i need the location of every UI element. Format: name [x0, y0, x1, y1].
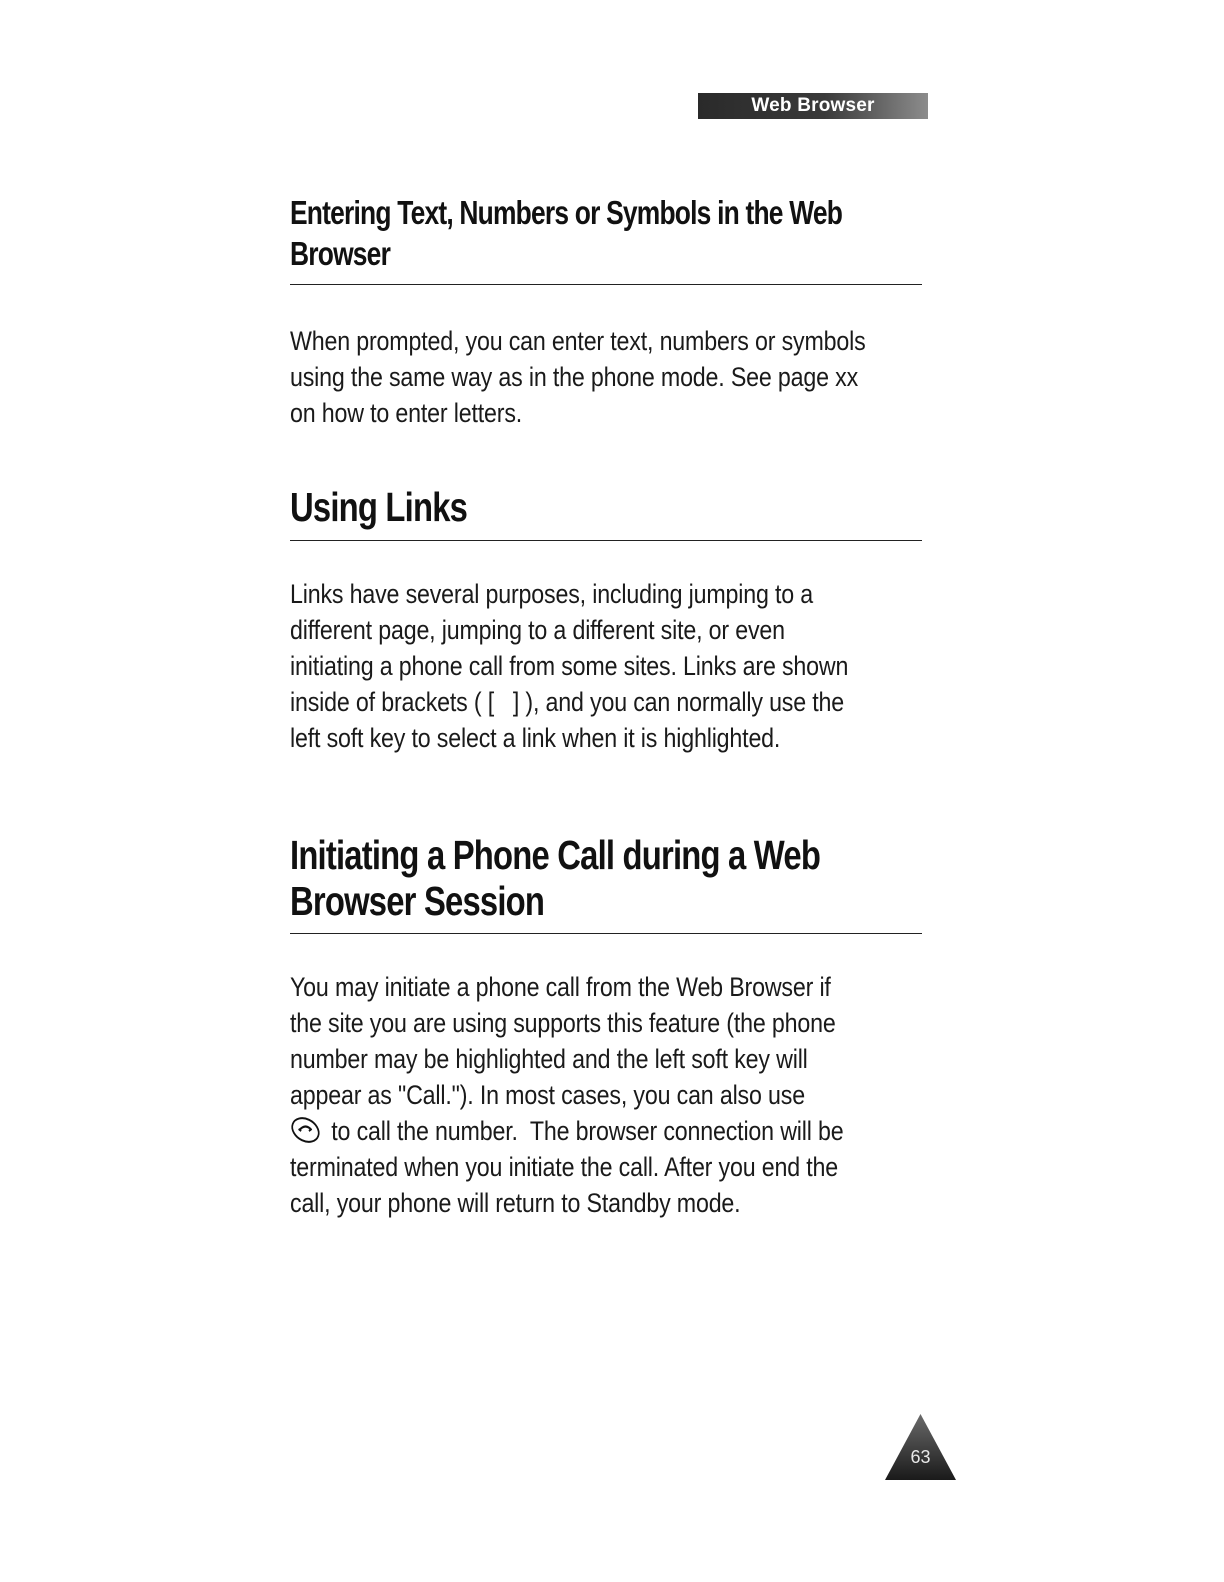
phone-send-icon: [290, 1116, 324, 1144]
body-line: You may initiate a phone call from the Web Browser if: [290, 972, 831, 1002]
heading-line: Entering Text, Numbers or Symbols in the Web: [290, 194, 843, 231]
heading-rule: [290, 540, 922, 542]
body-line: appear as "Call."). In most cases, you can also use: [290, 1080, 805, 1110]
section-tab-label: Web Browser: [751, 95, 875, 116]
body-line: When prompted, you can enter text, numbers or symbols: [290, 326, 866, 356]
body-line: inside of brackets ( [ ] ), and you can normally use the: [290, 687, 845, 717]
heading-line: Initiating a Phone Call during a Web: [290, 832, 821, 878]
body-line: Links have several purposes, including jumping to a: [290, 579, 814, 609]
body-line: different page, jumping to a different site, or even: [290, 615, 785, 645]
section-heading: [290, 484, 922, 530]
section-heading: [290, 832, 922, 924]
heading-rule: [290, 933, 922, 935]
heading-line: Using Links: [290, 484, 468, 530]
heading-line: Browser: [290, 235, 391, 272]
body-line: on how to enter letters.: [290, 398, 523, 428]
body-line: call, your phone will return to Standby mode.: [290, 1188, 741, 1218]
section-entering-text: [290, 192, 922, 431]
section-body: [290, 576, 922, 756]
section-heading: [290, 192, 922, 274]
page-number-badge: [883, 1412, 958, 1482]
body-line: terminated when you initiate the call. After you end the: [290, 1152, 838, 1182]
body-line: the site you are using supports this feature (the phone: [290, 1008, 836, 1038]
section-phone-call: [290, 832, 922, 1221]
heading-rule: [290, 284, 922, 286]
body-line: left soft key to select a link when it is highlighted.: [290, 723, 781, 753]
section-using-links: [290, 484, 922, 756]
section-body: [290, 969, 922, 1221]
section-tab: [698, 93, 928, 119]
heading-line: Browser Session: [290, 878, 545, 924]
body-line: to call the number. The browser connection will be: [331, 1116, 844, 1146]
body-line: initiating a phone call from some sites. Links are shown: [290, 651, 849, 681]
body-line: using the same way as in the phone mode. See page xx: [290, 362, 859, 392]
section-body: [290, 323, 922, 431]
body-line: number may be highlighted and the left soft key will: [290, 1044, 808, 1074]
page-number: 63: [910, 1447, 931, 1467]
